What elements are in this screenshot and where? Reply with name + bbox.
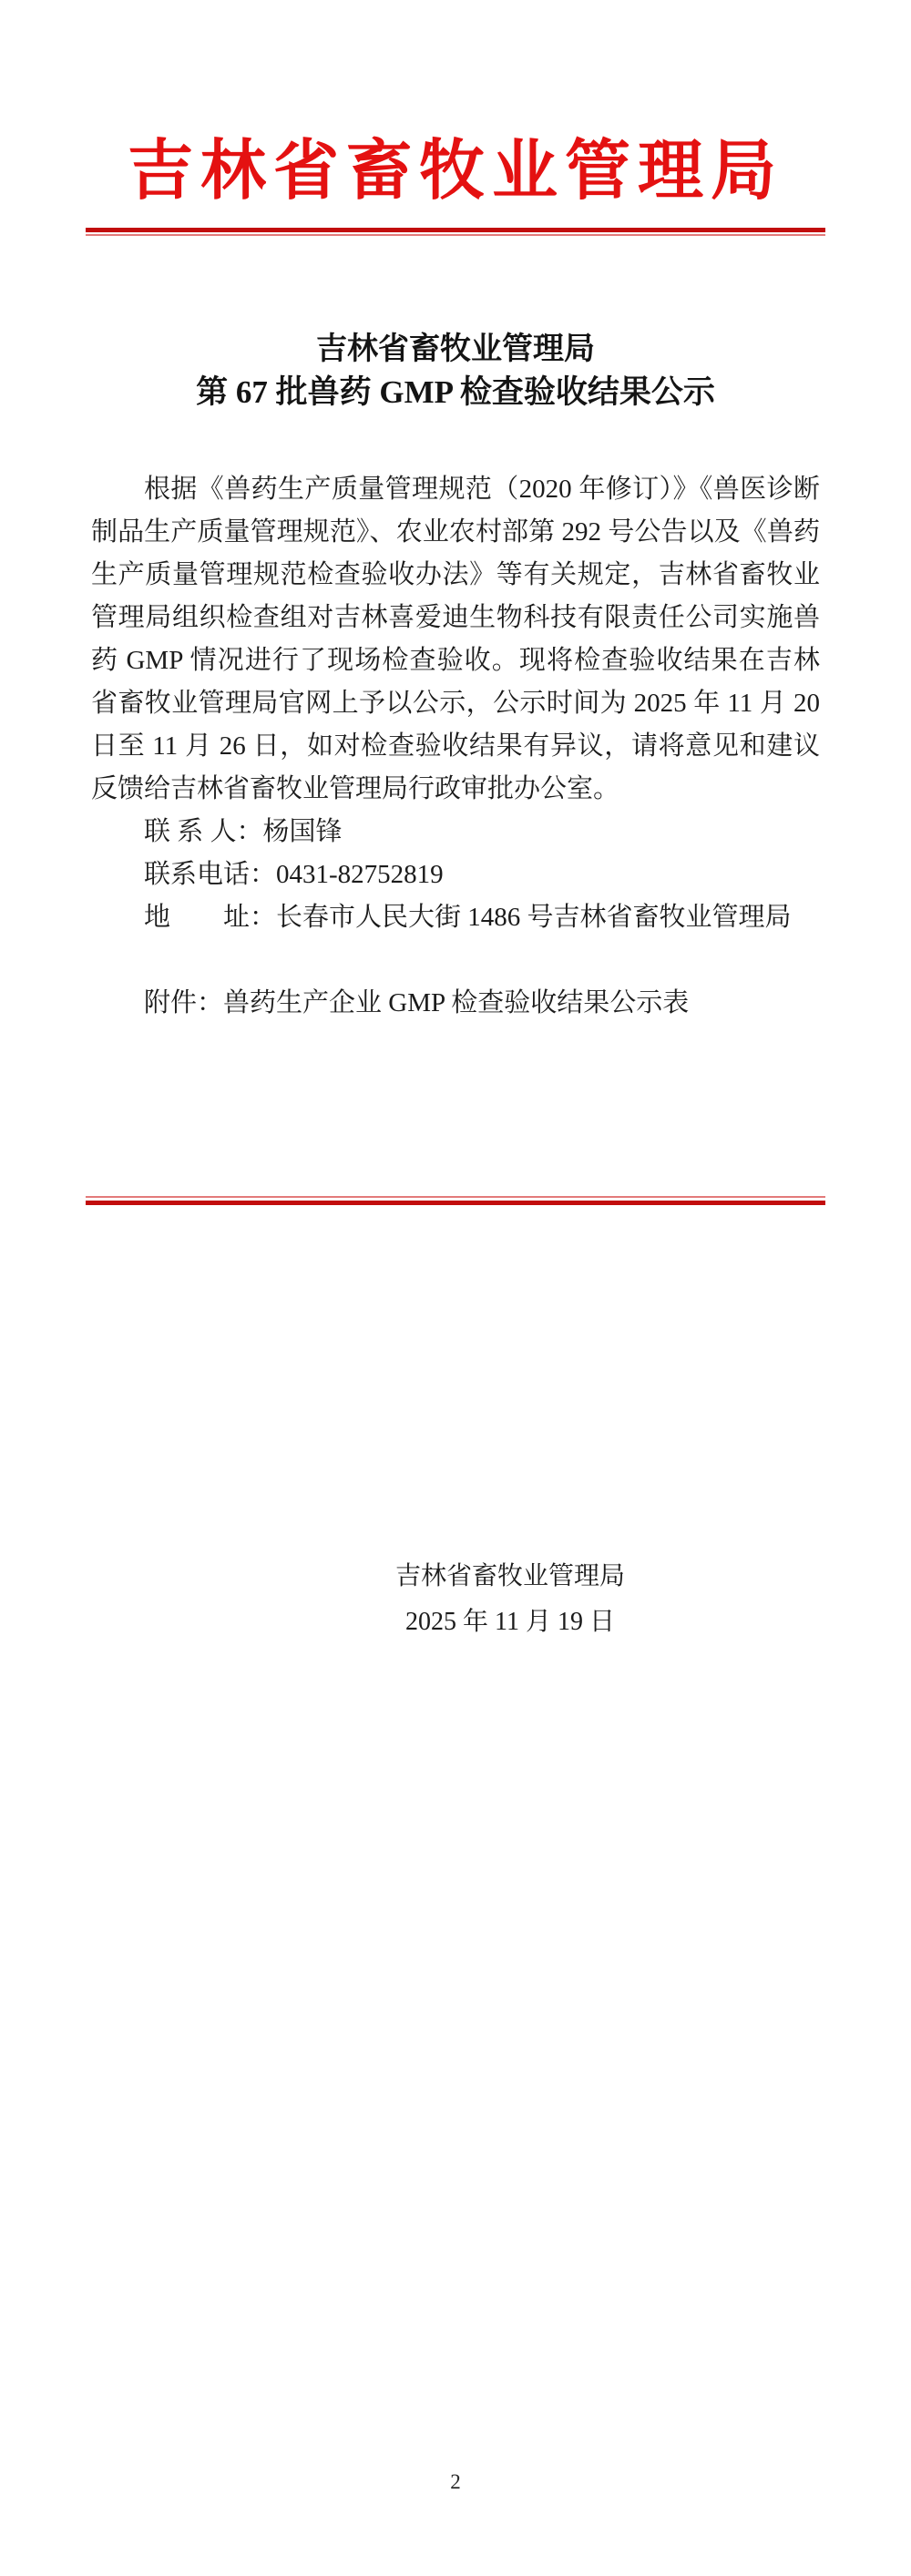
- contact-person-line: 联 系 人：杨国锋: [144, 817, 343, 846]
- letterhead-divider-thin-line: [86, 234, 825, 236]
- body-paragraph: 根据《兽药生产质量管理规范（2020 年修订）》《兽医诊断制品生产质量管理规范》、农业农村部第 292 号公告以及《兽药生产质量管理规范检查验收办法》等有关规定，吉林省畜牧业管理局组织检查组对吉林喜爱迪生物科技有限责任公司实施兽药 GMP 情况进行了现场检查验收。现将检查验收结果在吉林省畜牧业管理局官网上予以公示，公示时间为 2025 年 11 月 20 日至 11 月 26 日，如对检查验收结果有异议，请将意见和建议反馈给吉林省畜牧业管理局行政审批办公室。: [91, 475, 820, 803]
- document-title-line2: 第 67 批兽药 GMP 检查验收结果公示: [196, 374, 715, 410]
- letterhead-org-title: 吉林省畜牧业管理局: [127, 135, 783, 208]
- signature-block: [237, 1554, 783, 1645]
- signature-org: 吉林省畜牧业管理局: [394, 1562, 625, 1590]
- document-title-line1: 吉林省畜牧业管理局: [316, 332, 595, 366]
- page-number: 2: [450, 2470, 461, 2493]
- letterhead-divider: [86, 228, 825, 236]
- address-line: 地 址：长春市人民大街 1486 号吉林省畜牧业管理局: [144, 903, 792, 932]
- contact-phone-line: 联系电话：0431-82752819: [144, 860, 444, 889]
- document-body: [91, 468, 820, 1025]
- footer-divider-thick-line: [86, 1201, 825, 1205]
- attachment-line: 附件：兽药生产企业 GMP 检查验收结果公示表: [144, 988, 690, 1017]
- letterhead-divider-thick-line: [86, 228, 825, 232]
- document-title: [0, 328, 911, 414]
- footer-divider: [86, 1196, 825, 1205]
- footer-divider-thin-line: [86, 1196, 825, 1198]
- signature-date: 2025 年 11 月 19 日: [405, 1608, 615, 1636]
